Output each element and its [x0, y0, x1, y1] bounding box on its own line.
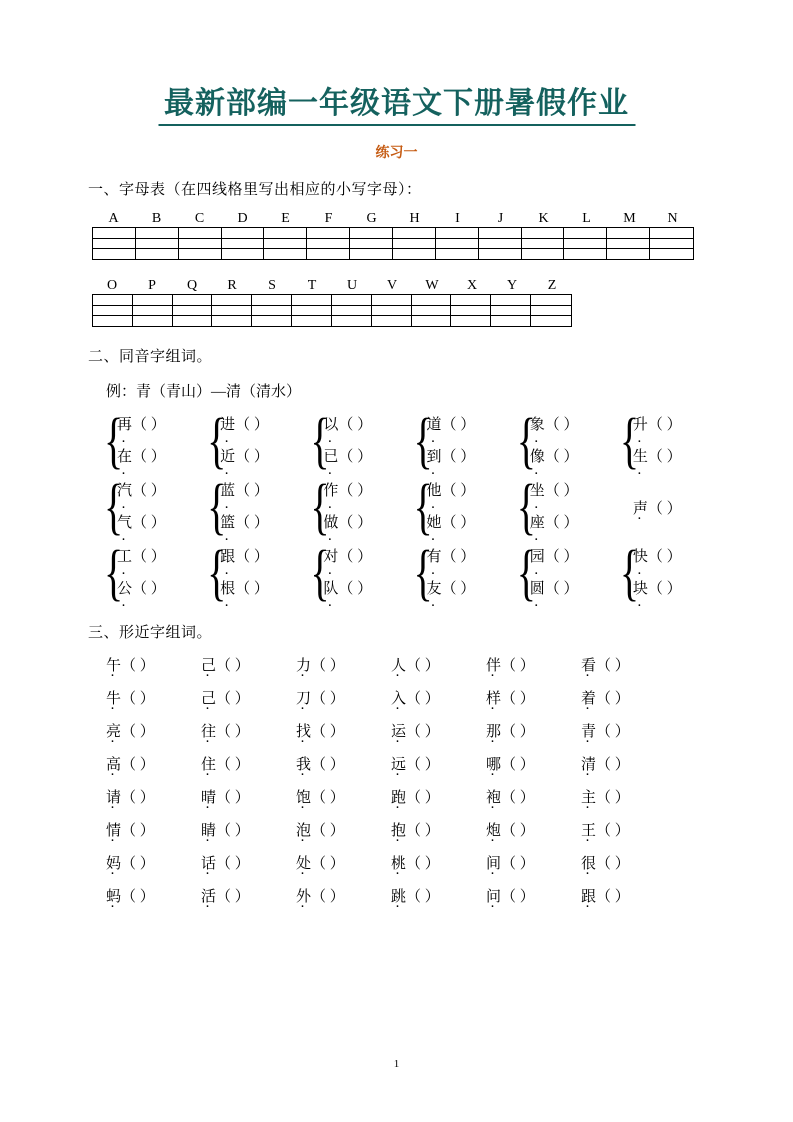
alphabet-letter: L	[582, 211, 591, 226]
homophone-blank[interactable]: 公（ ） ·	[117, 573, 166, 605]
alphabet-letter: K	[538, 211, 549, 226]
alphabet-letter: A	[108, 211, 119, 226]
similar-character-blank[interactable]: 处（ ） ·	[296, 852, 391, 873]
four-line-cell[interactable]	[479, 228, 522, 259]
homophone-blank[interactable]: 升（ ） ·	[633, 409, 682, 441]
homophone-pair	[413, 537, 517, 608]
homophone-pair	[310, 405, 413, 476]
alphabet-block-1	[70, 211, 723, 260]
homophone-blank[interactable]: 圆（ ） ·	[530, 573, 579, 605]
homophone-blank[interactable]: 声（ ） ·	[633, 497, 682, 518]
similar-character-blank[interactable]: 己（ ） ·	[201, 687, 296, 708]
brace-icon: {	[413, 471, 433, 542]
four-line-cell[interactable]	[252, 295, 292, 326]
brace-icon: {	[310, 471, 330, 542]
four-line-cell[interactable]	[133, 295, 173, 326]
homophone-pair	[207, 537, 310, 608]
alphabet-letter: Y	[506, 278, 518, 293]
homophone-blank[interactable]: 园（ ） ·	[530, 541, 579, 573]
homophone-blank[interactable]: 座（ ） ·	[530, 507, 579, 539]
similar-character-blank[interactable]: 王（ ） ·	[581, 819, 676, 840]
four-line-grid-2[interactable]	[92, 294, 572, 327]
alphabet-letter: U	[346, 278, 358, 293]
brace-icon: {	[104, 537, 124, 608]
homophone-blank[interactable]: 生（ ） ·	[633, 441, 682, 473]
alphabet-letter: H	[409, 211, 420, 226]
section-two-heading: 二、同音字组词。	[88, 349, 213, 365]
similar-character-blank[interactable]: 伴（ ） ·	[486, 654, 581, 675]
similar-character-blank[interactable]: 高（ ） ·	[106, 753, 201, 774]
alphabet-letter: P	[148, 278, 156, 293]
homophone-blank[interactable]: 工（ ） ·	[117, 541, 166, 573]
four-line-cell[interactable]	[136, 228, 179, 259]
homophone-blank[interactable]: 到（ ） ·	[427, 441, 476, 473]
homophone-single	[620, 475, 723, 539]
four-line-cell[interactable]	[564, 228, 607, 259]
homophone-pair	[516, 471, 620, 542]
homophone-blank[interactable]: 队（ ） ·	[323, 573, 372, 605]
four-line-cell[interactable]	[491, 295, 531, 326]
homophone-pair	[516, 405, 620, 476]
similar-character-blank[interactable]: 跳（ ） ·	[391, 885, 486, 906]
section-one-heading: 一、字母表（在四线格里写出相应的小写字母）：	[88, 182, 422, 198]
homophone-pair	[207, 405, 310, 476]
homophone-blank[interactable]: 以（ ） ·	[323, 409, 372, 441]
brace-icon: {	[207, 405, 227, 476]
similar-character-blank[interactable]: 青（ ） ·	[581, 720, 676, 741]
homophone-blank[interactable]: 在（ ） ·	[117, 441, 166, 473]
four-line-cell[interactable]	[372, 295, 412, 326]
page-title: 最新部编一年级语文下册暑假作业	[158, 78, 635, 126]
similar-character-blank[interactable]: 睛（ ） ·	[201, 819, 296, 840]
similar-character-blank[interactable]: 力（ ） ·	[296, 654, 391, 675]
similar-characters-row	[106, 885, 723, 906]
alphabet-letter: N	[667, 211, 678, 226]
four-line-cell[interactable]	[222, 228, 265, 259]
brace-icon: {	[207, 471, 227, 542]
homophone-blank[interactable]: 有（ ） ·	[427, 541, 476, 573]
similar-character-blank[interactable]: 哪（ ） ·	[486, 753, 581, 774]
homophone-blank[interactable]: 蓝（ ） ·	[220, 475, 269, 507]
homophone-blank[interactable]: 做（ ） ·	[323, 507, 372, 539]
similar-characters-row	[106, 720, 723, 741]
alphabet-letter: E	[281, 211, 290, 226]
alphabet-letter: D	[237, 211, 248, 226]
brace-icon: {	[619, 405, 640, 476]
four-line-cell[interactable]	[93, 228, 136, 259]
similar-character-blank[interactable]: 我（ ） ·	[296, 753, 391, 774]
alphabet-block-2	[70, 278, 723, 327]
homophone-pair	[619, 405, 723, 476]
similar-character-blank[interactable]: 袍（ ） ·	[486, 786, 581, 807]
alphabet-letter: R	[227, 278, 237, 293]
homophone-blank[interactable]: 跟（ ） ·	[220, 541, 269, 573]
four-line-cell[interactable]	[212, 295, 252, 326]
alphabet-letter: B	[151, 211, 162, 226]
homophone-blank[interactable]: 气（ ） ·	[117, 507, 166, 539]
similar-character-blank[interactable]: 清（ ） ·	[581, 753, 676, 774]
four-line-cell[interactable]	[412, 295, 452, 326]
exercise-subtitle: 练习一	[375, 144, 418, 160]
four-line-cell[interactable]	[332, 295, 372, 326]
similar-character-blank[interactable]: 主（ ） ·	[581, 786, 676, 807]
homophone-blank[interactable]: 根（ ） ·	[220, 573, 269, 605]
alphabet-letter: X	[466, 278, 478, 293]
similar-characters-row	[106, 654, 723, 675]
similar-character-blank[interactable]: 跟（ ） ·	[581, 885, 676, 906]
homophone-blank[interactable]: 对（ ） ·	[323, 541, 372, 573]
similar-character-blank[interactable]: 晴（ ） ·	[201, 786, 296, 807]
homophone-pair	[310, 537, 413, 608]
homophone-blank[interactable]: 友（ ） ·	[427, 573, 476, 605]
similar-character-blank[interactable]: 刀（ ） ·	[296, 687, 391, 708]
homophone-blank[interactable]: 块（ ） ·	[633, 573, 682, 605]
similar-character-blank[interactable]: 抱（ ） ·	[391, 819, 486, 840]
similar-character-blank[interactable]: 蚂（ ） ·	[106, 885, 201, 906]
homophone-blank[interactable]: 快（ ） ·	[633, 541, 682, 573]
similar-character-blank[interactable]: 看（ ） ·	[581, 654, 676, 675]
section-two-example: 例：青（青山）—清（清水）	[106, 384, 302, 400]
brace-icon: {	[413, 537, 433, 608]
similar-character-blank[interactable]: 午（ ） ·	[106, 654, 201, 675]
alphabet-letter: V	[386, 278, 398, 293]
similar-characters-grid	[106, 654, 723, 906]
alphabet-letter: I	[455, 211, 460, 226]
four-line-cell[interactable]	[350, 228, 393, 259]
homophone-blank[interactable]: 坐（ ） ·	[530, 475, 579, 507]
similar-character-blank[interactable]: 妈（ ） ·	[106, 852, 201, 873]
brace-icon: {	[104, 405, 124, 476]
similar-character-blank[interactable]: 间（ ） ·	[486, 852, 581, 873]
similar-character-blank[interactable]: 亮（ ） ·	[106, 720, 201, 741]
similar-characters-row	[106, 852, 723, 873]
similar-character-blank[interactable]: 运（ ） ·	[391, 720, 486, 741]
homophone-blank[interactable]: 象（ ） ·	[530, 409, 579, 441]
homophone-row	[104, 537, 723, 608]
four-line-cell[interactable]	[307, 228, 350, 259]
similar-character-blank[interactable]: 那（ ） ·	[486, 720, 581, 741]
similar-character-blank[interactable]: 话（ ） ·	[201, 852, 296, 873]
brace-icon: {	[413, 405, 433, 476]
alphabet-letter: Q	[186, 278, 198, 293]
alphabet-letter: F	[324, 211, 333, 226]
alphabet-letter: G	[366, 211, 377, 226]
homophone-blank[interactable]: 他（ ） ·	[427, 475, 476, 507]
homophone-blank[interactable]: 篮（ ） ·	[220, 507, 269, 539]
alphabet-letter: M	[623, 211, 636, 226]
homophone-row	[104, 405, 723, 476]
alphabet-letter: T	[307, 278, 317, 293]
similar-character-blank[interactable]: 牛（ ） ·	[106, 687, 201, 708]
four-line-cell[interactable]	[531, 295, 571, 326]
homophone-pair	[104, 537, 207, 608]
homophone-pair	[516, 537, 620, 608]
alphabet-letter: C	[194, 211, 205, 226]
alphabet-letter: O	[106, 278, 118, 293]
four-line-cell[interactable]	[173, 295, 213, 326]
homophone-blank[interactable]: 进（ ） ·	[220, 409, 269, 441]
four-line-cell[interactable]	[522, 228, 565, 259]
brace-icon: {	[104, 471, 124, 542]
brace-icon: {	[619, 537, 640, 608]
homophone-blank[interactable]: 已（ ） ·	[323, 441, 372, 473]
section-three-heading: 三、形近字组词。	[88, 625, 213, 641]
similar-character-blank[interactable]: 远（ ） ·	[391, 753, 486, 774]
homophone-blank[interactable]: 作（ ） ·	[323, 475, 372, 507]
homophone-blank[interactable]: 像（ ） ·	[530, 441, 579, 473]
alphabet-letter: Z	[547, 278, 557, 293]
similar-character-blank[interactable]: 找（ ） ·	[296, 720, 391, 741]
similar-character-blank[interactable]: 样（ ） ·	[486, 687, 581, 708]
similar-character-blank[interactable]: 泡（ ） ·	[296, 819, 391, 840]
homophone-pair	[207, 471, 310, 542]
similar-characters-row	[106, 786, 723, 807]
homophone-pair	[104, 405, 207, 476]
homophone-pair	[104, 471, 207, 542]
similar-character-blank[interactable]: 己（ ） ·	[201, 654, 296, 675]
brace-icon: {	[516, 471, 536, 542]
four-line-cell[interactable]	[393, 228, 436, 259]
four-line-cell[interactable]	[607, 228, 650, 259]
alphabet-row-upper-2	[92, 278, 723, 294]
similar-character-blank[interactable]: 入（ ） ·	[391, 687, 486, 708]
four-line-cell[interactable]	[451, 295, 491, 326]
homophone-pair	[619, 537, 723, 608]
similar-character-blank[interactable]: 炮（ ） ·	[486, 819, 581, 840]
brace-icon: {	[516, 537, 536, 608]
four-line-cell[interactable]	[93, 295, 133, 326]
similar-characters-row	[106, 819, 723, 840]
similar-characters-row	[106, 753, 723, 774]
similar-character-blank[interactable]: 活（ ） ·	[201, 885, 296, 906]
homophone-pair	[413, 471, 517, 542]
four-line-cell[interactable]	[292, 295, 332, 326]
homophone-pair	[310, 471, 413, 542]
similar-character-blank[interactable]: 问（ ） ·	[486, 885, 581, 906]
homophone-blank[interactable]: 再（ ） ·	[117, 409, 166, 441]
similar-character-blank[interactable]: 着（ ） ·	[581, 687, 676, 708]
homophone-row	[104, 471, 723, 542]
homophone-groups	[104, 405, 723, 608]
similar-character-blank[interactable]: 人（ ） ·	[391, 654, 486, 675]
similar-character-blank[interactable]: 跑（ ） ·	[391, 786, 486, 807]
four-line-cell[interactable]	[179, 228, 222, 259]
four-line-cell[interactable]	[264, 228, 307, 259]
similar-character-blank[interactable]: 桃（ ） ·	[391, 852, 486, 873]
homophone-blank[interactable]: 道（ ） ·	[427, 409, 476, 441]
brace-icon: {	[516, 405, 536, 476]
brace-icon: {	[310, 537, 330, 608]
homophone-blank[interactable]: 她（ ） ·	[427, 507, 476, 539]
similar-character-blank[interactable]: 饱（ ） ·	[296, 786, 391, 807]
similar-character-blank[interactable]: 往（ ） ·	[201, 720, 296, 741]
alphabet-row-upper-1	[92, 211, 723, 227]
four-line-cell[interactable]	[436, 228, 479, 259]
similar-character-blank[interactable]: 住（ ） ·	[201, 753, 296, 774]
brace-icon: {	[310, 405, 330, 476]
page-number: 1	[393, 1058, 400, 1070]
similar-characters-row	[106, 687, 723, 708]
homophone-blank[interactable]: 汽（ ） ·	[117, 475, 166, 507]
similar-character-blank[interactable]: 很（ ） ·	[581, 852, 676, 873]
alphabet-letter: J	[497, 211, 504, 226]
homophone-blank[interactable]: 近（ ） ·	[220, 441, 269, 473]
brace-icon: {	[207, 537, 227, 608]
similar-character-blank[interactable]: 情（ ） ·	[106, 819, 201, 840]
four-line-grid-1[interactable]	[92, 227, 694, 260]
four-line-cell[interactable]	[650, 228, 693, 259]
alphabet-letter: S	[268, 278, 276, 293]
similar-character-blank[interactable]: 请（ ） ·	[106, 786, 201, 807]
similar-character-blank[interactable]: 外（ ） ·	[296, 885, 391, 906]
homophone-pair	[413, 405, 517, 476]
alphabet-letter: W	[425, 278, 439, 293]
